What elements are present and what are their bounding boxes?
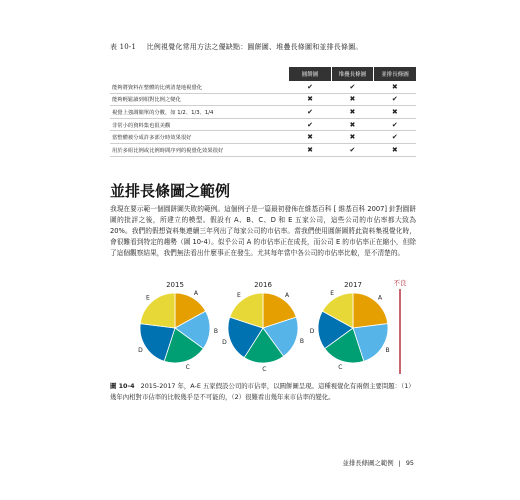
mark-cell: ✔ — [331, 81, 373, 93]
pie-label-c: C — [185, 364, 190, 372]
pie-label-c: C — [338, 364, 343, 372]
mark-cell: ✔ — [331, 143, 373, 156]
mark-cell: ✖ — [331, 93, 373, 106]
pie-label-a: A — [285, 292, 290, 300]
table-header-blank — [110, 67, 289, 81]
table-header-sidebyside: 並排長條圖 — [374, 67, 416, 81]
pie-label-d: D — [309, 327, 315, 335]
table-header-pie: 圓餅圖 — [289, 67, 331, 81]
table-row — [110, 143, 416, 156]
row-feature: 當整體被分成許多部分時效果很好 — [110, 131, 289, 144]
row-feature: 能夠輕鬆讀到相對比例之變化 — [110, 93, 289, 106]
row-feature: 非常小的資料集也很美觀 — [110, 118, 289, 131]
pie-title: 2016 — [254, 281, 272, 289]
pie-label-e: E — [237, 292, 241, 300]
table-row — [110, 118, 416, 131]
mark-cell: ✔ — [289, 118, 331, 131]
figure-caption-text: 2015-2017 年，A-E 五家假設公司的市佔率，以圓餅圖呈現。這種視覺化有兩個主要問題：（1）幾年內相對市佔率的比較幾乎是不可能的，（2）很難看出幾年來市佔率的變化。 — [110, 382, 415, 401]
mark-cell: ✔ — [289, 106, 331, 119]
table-header-row — [110, 67, 416, 81]
pie-label-d: D — [138, 347, 143, 355]
comparison-table — [110, 67, 416, 157]
table-row — [110, 106, 416, 119]
mark-cell: ✖ — [289, 93, 331, 106]
mark-cell: ✖ — [331, 118, 373, 131]
figure-caption-number: 圖 10-4 — [110, 382, 135, 390]
pie-label-d: D — [222, 339, 227, 347]
mark-cell: ✖ — [331, 106, 373, 119]
pie-title: 2015 — [166, 281, 184, 289]
pie-label-e: E — [330, 289, 335, 297]
pie-slice-a — [353, 293, 388, 328]
mark-cell: ✔ — [374, 131, 416, 144]
section-title: 並排長條圖之範例 — [110, 182, 231, 200]
mark-cell: ✔ — [289, 81, 331, 93]
row-feature: 能夠將資料在整體的比例清楚地視覺化 — [110, 81, 289, 93]
page-number: 95 — [405, 459, 414, 467]
bad-label: 不良 — [393, 279, 407, 287]
mark-cell: ✔ — [374, 93, 416, 106]
pie-label-b: B — [299, 337, 305, 345]
page-footer — [342, 458, 414, 467]
pie-charts-svg — [110, 278, 416, 376]
mark-cell: ✖ — [289, 143, 331, 156]
mark-cell: ✖ — [374, 143, 416, 156]
footer-separator: | — [398, 459, 401, 467]
pie-charts-figure — [110, 278, 416, 376]
table-caption — [110, 42, 410, 52]
table-row — [110, 93, 416, 106]
pie-label-a: A — [193, 289, 198, 297]
mark-cell: ✖ — [289, 131, 331, 144]
mark-cell: ✔ — [374, 118, 416, 131]
table-caption-text: 比例視覺化常用方法之優缺點：圓餅圖、堆疊長條圖和並排長條圖。 — [146, 43, 363, 51]
pie-label-e: E — [145, 294, 150, 302]
figure-caption — [110, 381, 416, 403]
pie-label-b: B — [385, 347, 390, 355]
body-paragraph: 我現在要示範一個圓餅圖失敗的範例。這個例子是一篇最初發佈在維基百科 [ 維基百科 2007] 針對圓餅圖的批評之後，所建立的模型。假設有 A、B、C、D 和 E 五家公司，這些公司的市佔率都大致為 20%。我們的假想資料集連續三年列出了每家公司的市佔率。當我們使用圓餅圖將此資料集視覺化時，會很難看到特定的趨勢（圖 10-4）。似乎公司 A 的市佔率正在成長，而公司 E 的市佔率正在縮小，但除了這個觀察結果，我們無法看出什麼事正在發生。尤其每年當中各公司的市佔率比較，是不清楚的。 — [110, 205, 416, 257]
pie-title: 2017 — [344, 281, 362, 289]
row-feature: 用於多組比例或比例時間序列的視覺化效果很好 — [110, 143, 289, 156]
table-caption-number: 表 10-1 — [110, 43, 137, 51]
table-row — [110, 131, 416, 144]
table-header-stacked: 堆疊長條圖 — [331, 67, 373, 81]
row-feature: 視覺上強調簡單的分數，如 1/2、1/3、1/4 — [110, 106, 289, 119]
pie-label-c: C — [262, 366, 267, 374]
mark-cell: ✖ — [331, 131, 373, 144]
mark-cell: ✖ — [374, 106, 416, 119]
pie-label-b: B — [213, 327, 218, 335]
table-row — [110, 81, 416, 93]
mark-cell: ✖ — [374, 81, 416, 93]
pie-label-a: A — [378, 294, 383, 302]
footer-section-title: 並排長條圖之範例 — [342, 459, 394, 467]
